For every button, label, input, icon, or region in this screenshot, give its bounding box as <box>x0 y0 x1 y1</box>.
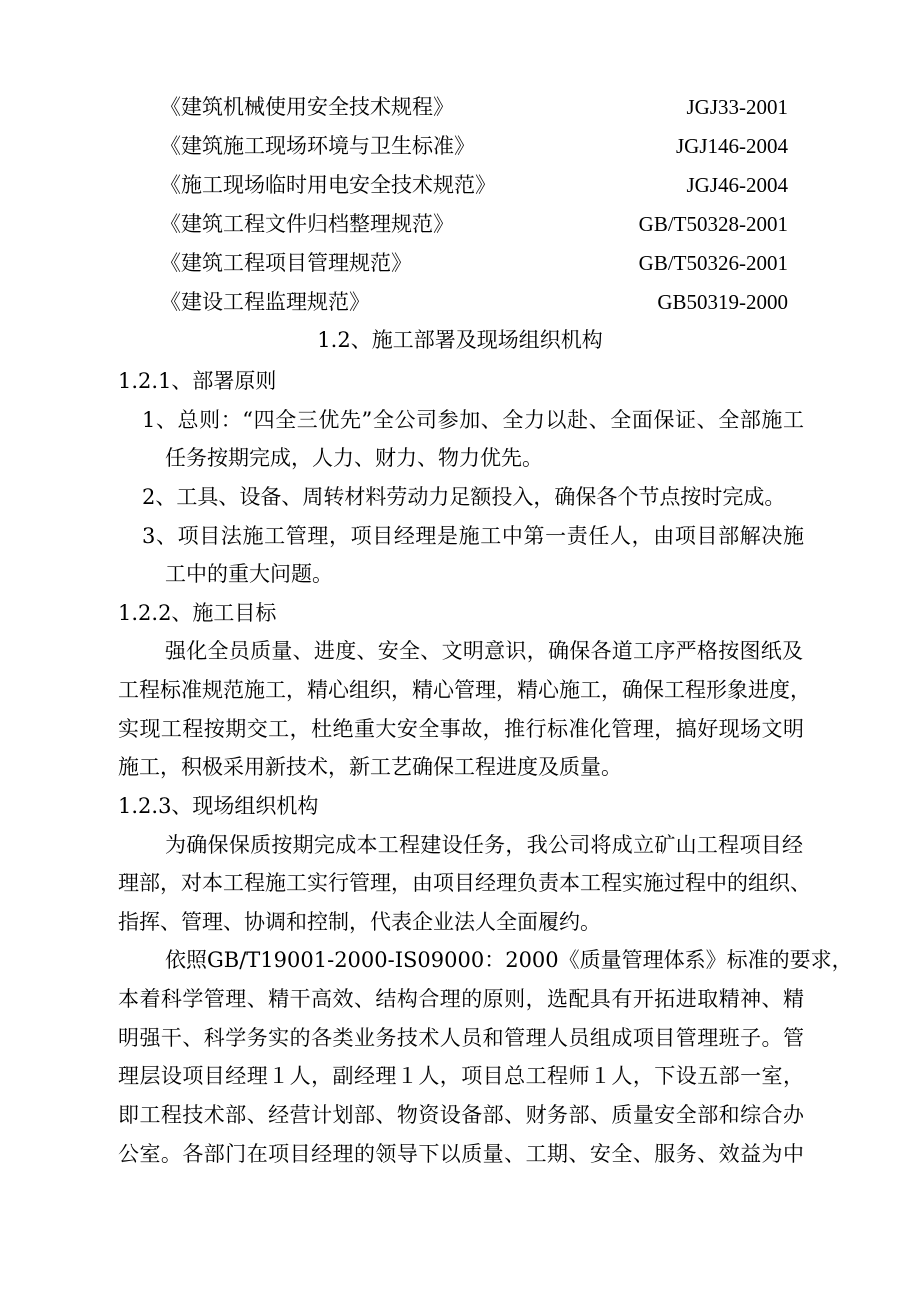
org-paragraph-line: 本着科学管理、精干高效、结构合理的原则，选配具有开拓进取精神、精 <box>118 987 804 1011</box>
standard-code: GB50319-2000 <box>657 290 788 314</box>
standard-code: JGJ146-2004 <box>675 134 788 158</box>
org-paragraph-line: 指挥、管理、协调和控制，代表企业法人全面履约。 <box>118 910 601 934</box>
subsection-heading-1-2-2: 1.2.2、施工目标 <box>118 601 277 625</box>
org-paragraph-line: 为确保保质按期完成本工程建设任务，我公司将成立矿山工程项目经 <box>165 833 803 857</box>
standard-name: 《施工现场临时用电安全技术规范》 <box>160 173 496 197</box>
standard-name: 《建筑工程文件归档整理规范》 <box>160 212 454 236</box>
principle-item-1-cont: 任务按期完成，人力、财力、物力优先。 <box>165 446 543 470</box>
standard-name: 《建筑施工现场环境与卫生标准》 <box>160 134 475 158</box>
subsection-heading-1-2-3: 1.2.3、现场组织机构 <box>118 794 319 818</box>
org-paragraph-line: 理层设项目经理１人，副经理１人，项目总工程师１人，下设五部一室， <box>118 1064 804 1088</box>
goal-paragraph-line: 工程标准规范施工，精心组织，精心管理，精心施工，确保工程形象进度， <box>118 678 811 702</box>
standard-name: 《建筑工程项目管理规范》 <box>160 251 412 275</box>
standard-name: 《建设工程监理规范》 <box>160 290 370 314</box>
org-paragraph-line: 理部，对本工程施工实行管理，由项目经理负责本工程实施过程中的组织、 <box>118 871 811 895</box>
section-title: 1.2、施工部署及现场组织机构 <box>317 328 603 352</box>
principle-item-3: 3、项目法施工管理，项目经理是施工中第一责任人，由项目部解决施 <box>142 524 804 548</box>
standard-name: 《建筑机械使用安全技术规程》 <box>160 95 454 119</box>
goal-paragraph-line: 强化全员质量、进度、安全、文明意识，确保各道工序严格按图纸及 <box>165 639 803 663</box>
principle-item-1: 1、总则：“四全三优先”全公司参加、全力以赴、全面保证、全部施工 <box>142 408 804 432</box>
org-paragraph-line: 依照GB/T19001-2000-IS09000：2000《质量管理体系》标准的要求， <box>165 948 853 972</box>
org-paragraph-line: 即工程技术部、经营计划部、物资设备部、财务部、质量安全部和综合办 <box>118 1103 804 1127</box>
standard-code: JGJ46-2004 <box>686 173 788 197</box>
standard-code: GB/T50326-2001 <box>638 251 788 275</box>
principle-item-2: 2、工具、设备、周转材料劳动力足额投入，确保各个节点按时完成。 <box>142 485 786 509</box>
org-paragraph-line: 明强干、科学务实的各类业务技术人员和管理人员组成项目管理班子。管 <box>118 1026 804 1050</box>
standard-code: JGJ33-2001 <box>686 95 788 119</box>
subsection-heading-1-2-1: 1.2.1、部署原则 <box>118 369 277 393</box>
org-paragraph-line: 公室。各部门在项目经理的领导下以质量、工期、安全、服务、效益为中 <box>118 1142 804 1166</box>
goal-paragraph-line: 实现工程按期交工，杜绝重大安全事故，推行标准化管理，搞好现场文明 <box>118 717 804 741</box>
principle-item-3-cont: 工中的重大问题。 <box>165 562 333 586</box>
goal-paragraph-line: 施工，积极采用新技术，新工艺确保工程进度及质量。 <box>118 755 622 779</box>
standard-code: GB/T50328-2001 <box>638 212 788 236</box>
